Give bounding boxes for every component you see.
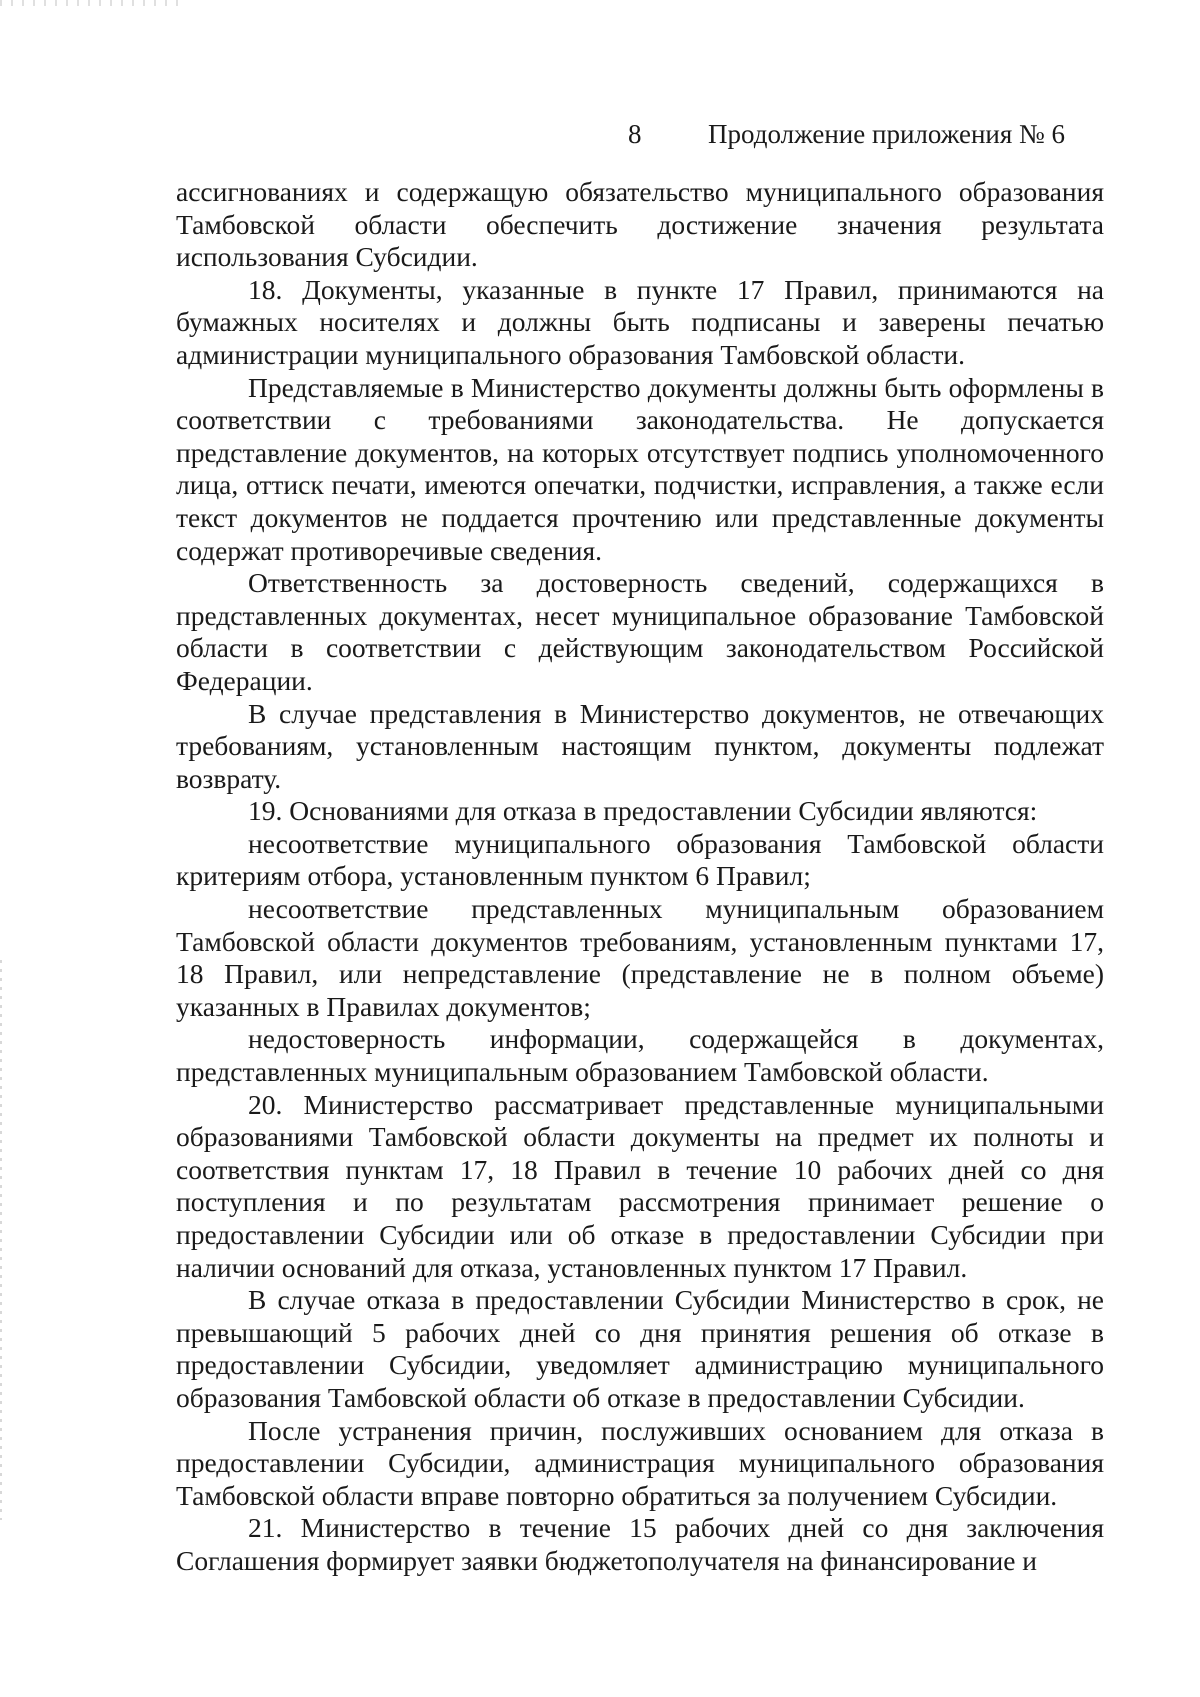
- scan-artifact: [0, 960, 2, 1520]
- scan-artifact: [0, 0, 180, 6]
- header-title: Продолжение приложения № 6: [708, 119, 1066, 149]
- paragraph: Представляемые в Министерство документы должны быть оформлены в соответствии с требованиями законодательства. Не допускается представление документов, на которых отсутствует подпись уполномоченного лица, оттиск печати, имеются опечатки, подчистки, исправления, а также если текст документов не поддается прочтению или представленные документы содержат противоречивые сведения.: [176, 371, 1104, 566]
- paragraph: В случае отказа в предоставлении Субсидии Министерство в срок, не превышающий 5 рабочих дней со дня принятия решения об отказе в предоставлении Субсидии, уведомляет администрацию муниципального образования Тамбовской области об отказе в предоставлении Субсидии.: [176, 1284, 1104, 1413]
- paragraph: 21. Министерство в течение 15 рабочих дней со дня заключения Соглашения формирует заявки бюджетополучателя на финансирование и: [176, 1512, 1104, 1576]
- paragraph: несоответствие муниципального образования Тамбовской области критериям отбора, установленным пунктом 6 Правил;: [176, 827, 1104, 892]
- paragraph: ассигнованиях и содержащую обязательство муниципального образования Тамбовской области обеспечить достижение значения результата использования Субсидии.: [176, 176, 1104, 273]
- page-number: 8: [628, 119, 642, 149]
- paragraph: 20. Министерство рассматривает представленные муниципальными образованиями Тамбовской области документы на предмет их полноты и соответствия пунктам 17, 18 Правил в течение 10 рабочих дней со дня поступления и по результатам рассмотрения принимает решение о предоставлении Субсидии или об отказе в предоставлении Субсидии при наличии оснований для отказа, установленных пунктом 17 Правил.: [176, 1088, 1104, 1283]
- paragraph: Ответственность за достоверность сведений, содержащихся в представленных документах, несет муниципальное образование Тамбовской области в соответствии с действующим законодательством Российской Федерации.: [176, 567, 1104, 696]
- paragraph: 18. Документы, указанные в пункте 17 Правил, принимаются на бумажных носителях и должны быть подписаны и заверены печатью администрации муниципального образования Тамбовской области.: [176, 273, 1104, 370]
- paragraph: несоответствие представленных муниципальным образованием Тамбовской области документов требованиям, установленным пунктами 17, 18 Правил, или непредставление (представление не в полном объеме) указанных в Правилах документов;: [176, 893, 1104, 1022]
- paragraph: После устранения причин, послуживших основанием для отказа в предоставлении Субсидии, администрация муниципального образования Тамбовской области вправе повторно обратиться за получением Субсидии.: [176, 1414, 1104, 1511]
- document-body: [176, 176, 1104, 1578]
- paragraph: недостоверность информации, содержащейся в документах, представленных муниципальным образованием Тамбовской области.: [176, 1023, 1104, 1088]
- paragraph: В случае представления в Министерство документов, не отвечающих требованиям, установленным настоящим пунктом, документы подлежат возврату.: [176, 697, 1104, 794]
- page-header: [0, 114, 1200, 154]
- paragraph: 19. Основаниями для отказа в предоставлении Субсидии являются:: [248, 795, 1038, 827]
